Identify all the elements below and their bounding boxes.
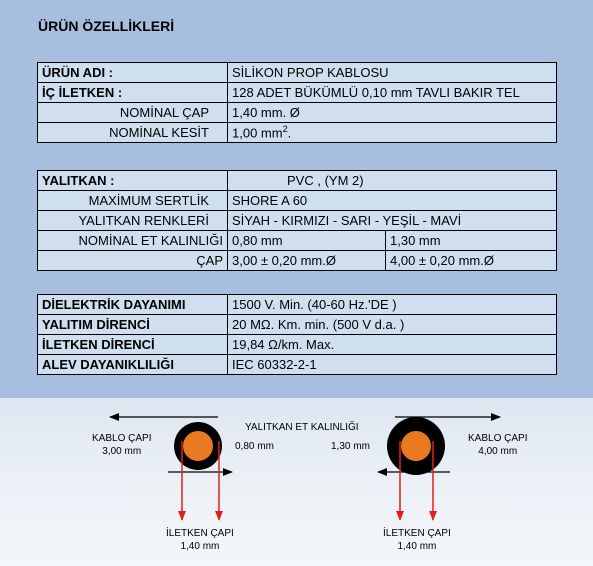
product-name-value: SİLİKON PROP KABLOSU (228, 63, 557, 83)
conductor-resistance-value: 19,84 Ω/km. Max. (228, 335, 557, 355)
product-name-label: ÜRÜN ADI : (38, 63, 228, 83)
diameter-value-1: 3,00 ± 0,20 mm.Ø (228, 251, 386, 271)
table-row (38, 63, 557, 83)
diameter-value-2: 4,00 ± 0,20 mm.Ø (386, 251, 557, 271)
table-row (38, 315, 557, 335)
nominal-diameter-label: NOMİNAL ÇAP (38, 103, 228, 123)
dielectric-label: DİELEKTRİK DAYANIMI (38, 295, 228, 315)
colors-value: SİYAH - KIRMIZI - SARI - YEŞİL - MAVİ (228, 211, 557, 231)
hardness-value: SHORE A 60 (228, 191, 557, 211)
conductor-diameter-label-left: İLETKEN ÇAPI 1,40 mm (166, 528, 234, 552)
conductor-label: İÇ İLETKEN : (38, 83, 228, 103)
cable-diameter-label-right: KABLO ÇAPI 4,00 mm (468, 433, 528, 457)
table-row (38, 191, 557, 211)
table-row (38, 171, 557, 191)
table-row (38, 103, 557, 123)
insulation-thickness-label: YALITKAN ET KALINLIĞI (245, 422, 359, 433)
flame-resistance-label: ALEV DAYANIKLILIĞI (38, 355, 228, 375)
colors-label: YALITKAN RENKLERİ (38, 211, 228, 231)
thickness-label: NOMİNAL ET KALINLIĞI (38, 231, 228, 251)
conductor-diameter-label-right: İLETKEN ÇAPI 1,40 mm (383, 528, 451, 552)
flame-resistance-value: IEC 60332-2-1 (228, 355, 557, 375)
insulation-table (37, 170, 557, 271)
conductor-value: 128 ADET BÜKÜMLÜ 0,10 mm TAVLI BAKIR TEL (228, 83, 557, 103)
hardness-label: MAXİMUM SERTLİK (38, 191, 228, 211)
insulation-label: YALITKAN : (38, 171, 228, 191)
insulation-resistance-value: 20 MΩ. Km. min. (500 V d.a. ) (228, 315, 557, 335)
diameter-label: ÇAP (38, 251, 228, 271)
nominal-section-label: NOMİNAL KESİT (38, 123, 228, 143)
table-row (38, 335, 557, 355)
page-title: ÜRÜN ÖZELLİKLERİ (38, 18, 175, 34)
table-row (38, 83, 557, 103)
table-row (38, 211, 557, 231)
nominal-section-value: 1,00 $mm^2$. (228, 123, 557, 143)
nominal-diameter-value: 1,40 mm. Ø (228, 103, 557, 123)
conductor-circle-right (401, 431, 431, 461)
table-row (38, 295, 557, 315)
table-row (38, 251, 557, 271)
table-row (38, 355, 557, 375)
product-table (37, 62, 557, 143)
cable-diameter-label-left: KABLO ÇAPI 3,00 mm (92, 433, 152, 457)
dielectric-value: 1500 V. Min. (40-60 Hz.'DE ) (228, 295, 557, 315)
thickness-value-1: 0,80 mm (228, 231, 386, 251)
thickness-value-left: 0,80 mm (235, 441, 274, 452)
insulation-resistance-label: YALITIM DİRENCİ (38, 315, 228, 335)
thickness-value-2: 1,30 mm (386, 231, 557, 251)
insulation-value: PVC , (YM 2) (228, 171, 557, 191)
table-row (38, 231, 557, 251)
conductor-resistance-label: İLETKEN DİRENCİ (38, 335, 228, 355)
thickness-value-right: 1,30 mm (331, 441, 370, 452)
conductor-circle-left (183, 431, 213, 461)
table-row (38, 123, 557, 143)
electrical-table (37, 294, 557, 375)
